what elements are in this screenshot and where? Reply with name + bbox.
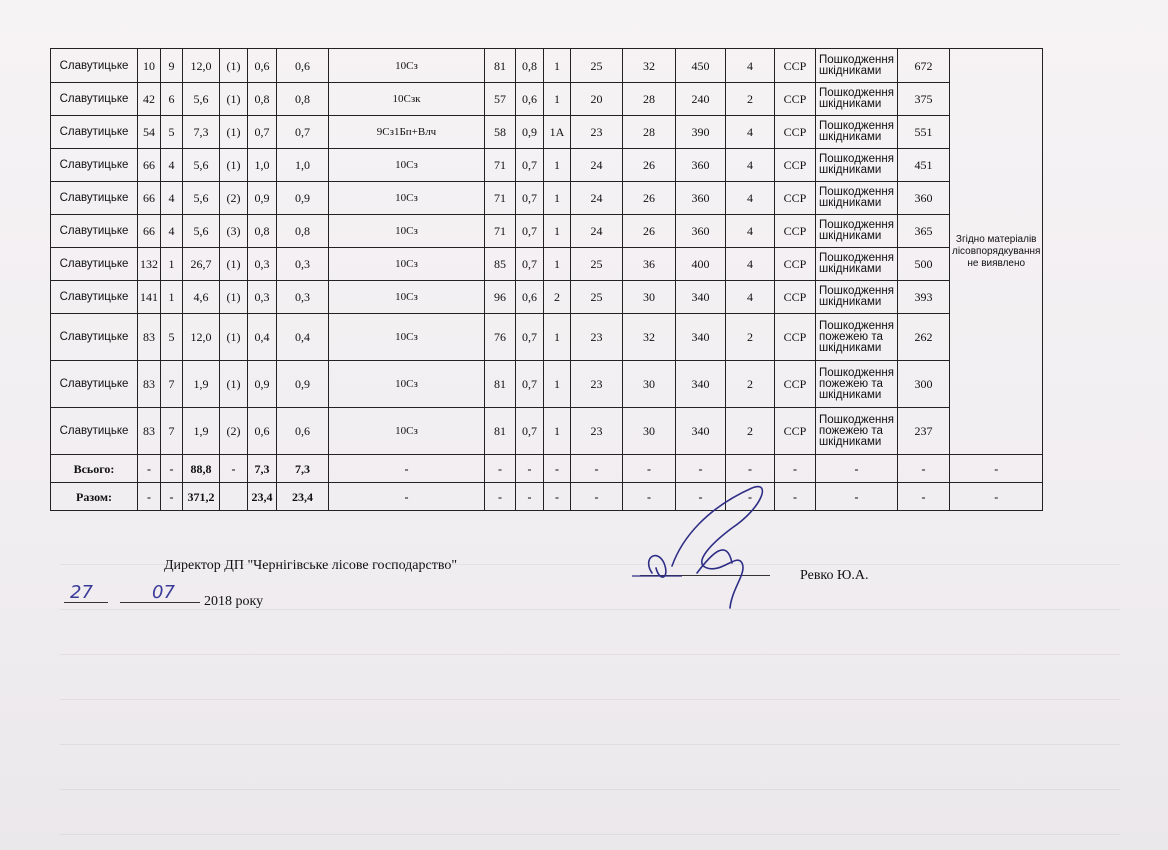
cell-h: 25 — [571, 248, 623, 281]
cell-kv: 54 — [138, 116, 161, 149]
cell-sub: (1) — [220, 49, 248, 83]
cell-dash: - — [816, 455, 898, 483]
cell-name: Славутицьке — [51, 116, 138, 149]
cell-type: ССР — [775, 182, 816, 215]
cell-a2: 0,6 — [277, 408, 329, 455]
cell-bon: 1 — [544, 182, 571, 215]
cell-d: 30 — [623, 361, 676, 408]
cell-a2: 0,3 — [277, 248, 329, 281]
cell-dens: 0,7 — [516, 361, 544, 408]
cell-name: Славутицьке — [51, 361, 138, 408]
signer-name: Ревко Ю.А. — [800, 568, 869, 583]
cell-vol: 300 — [898, 361, 950, 408]
cell-vyd: 5 — [161, 314, 183, 361]
cell-bon: 1 — [544, 83, 571, 116]
cell-stock: 340 — [676, 314, 726, 361]
cell-d: 32 — [623, 49, 676, 83]
cell-stock: 450 — [676, 49, 726, 83]
cell-comp: 9Сз1Бп+Влч — [329, 116, 485, 149]
cell-vol: 672 — [898, 49, 950, 83]
cell-age: 81 — [485, 361, 516, 408]
cell-area: 88,8 — [183, 455, 220, 483]
cell-sub: (1) — [220, 248, 248, 281]
cell-cat: 4 — [726, 281, 775, 314]
grand-row — [51, 483, 1043, 511]
cell-kv: 66 — [138, 149, 161, 182]
cell-type: ССР — [775, 361, 816, 408]
cell-a1: 0,9 — [248, 361, 277, 408]
cell-h: 24 — [571, 182, 623, 215]
cell-reason: Пошкодження шкідниками — [816, 49, 898, 83]
cell-sub: (1) — [220, 149, 248, 182]
cell-dash: - — [816, 483, 898, 511]
cell-dash: - — [516, 483, 544, 511]
cell-a1: 0,3 — [248, 281, 277, 314]
cell-name: Славутицьке — [51, 215, 138, 248]
cell-dens: 0,6 — [516, 83, 544, 116]
cell-area: 1,9 — [183, 408, 220, 455]
cell-a2: 0,7 — [277, 116, 329, 149]
cell-kv: 141 — [138, 281, 161, 314]
cell-area: 5,6 — [183, 83, 220, 116]
cell-bon: 1 — [544, 248, 571, 281]
cell-age: 57 — [485, 83, 516, 116]
cell-type: ССР — [775, 281, 816, 314]
cell-type: ССР — [775, 215, 816, 248]
cell-bon: 1 — [544, 149, 571, 182]
cell-cat: 4 — [726, 116, 775, 149]
cell-dash: - — [726, 455, 775, 483]
cell-vol: 551 — [898, 116, 950, 149]
cell-sub: (3) — [220, 215, 248, 248]
cell-vol: 360 — [898, 182, 950, 215]
cell-sub: (1) — [220, 361, 248, 408]
cell-dens: 0,9 — [516, 116, 544, 149]
cell-d: 36 — [623, 248, 676, 281]
cell-comp: 10Сз — [329, 49, 485, 83]
cell-vyd: 6 — [161, 83, 183, 116]
cell-dash: - — [571, 455, 623, 483]
cell-stock: 360 — [676, 182, 726, 215]
cell-name: Славутицьке — [51, 248, 138, 281]
table-row — [51, 182, 1043, 215]
cell-area: 12,0 — [183, 314, 220, 361]
cell-vol: 237 — [898, 408, 950, 455]
cell-cat: 4 — [726, 182, 775, 215]
cell-reason: Пошкодження пожежею та шкідниками — [816, 314, 898, 361]
cell-a1: 0,9 — [248, 182, 277, 215]
cell-label: Разом: — [51, 483, 138, 511]
cell-reason: Пошкодження шкідниками — [816, 182, 898, 215]
cell-stock: 360 — [676, 215, 726, 248]
cell-dens: 0,7 — [516, 408, 544, 455]
cell-comp: 10Сз — [329, 361, 485, 408]
cell-d: 26 — [623, 149, 676, 182]
cell-area: 26,7 — [183, 248, 220, 281]
cell-vol: 365 — [898, 215, 950, 248]
table-row — [51, 248, 1043, 281]
cell-bon: 1 — [544, 361, 571, 408]
table-row — [51, 314, 1043, 361]
cell-type: ССР — [775, 149, 816, 182]
cell-cat: 4 — [726, 215, 775, 248]
cell-kv: 83 — [138, 314, 161, 361]
cell-reason: Пошкодження шкідниками — [816, 116, 898, 149]
cell-comp: 10Сз — [329, 408, 485, 455]
table-row — [51, 361, 1043, 408]
cell-reason: Пошкодження пожежею та шкідниками — [816, 361, 898, 408]
cell-vyd: 7 — [161, 361, 183, 408]
cell-reason: Пошкодження пожежею та шкідниками — [816, 408, 898, 455]
table-row — [51, 215, 1043, 248]
cell-reason: Пошкодження шкідниками — [816, 83, 898, 116]
cell-vyd: 5 — [161, 116, 183, 149]
cell-h: 20 — [571, 83, 623, 116]
cell-stock: 340 — [676, 281, 726, 314]
cell-h: 23 — [571, 116, 623, 149]
cell-dash: - — [544, 483, 571, 511]
cell-kv: 83 — [138, 408, 161, 455]
cell-stock: 240 — [676, 83, 726, 116]
cell-a1: 0,8 — [248, 83, 277, 116]
cell-name: Славутицьке — [51, 49, 138, 83]
cell-area: 12,0 — [183, 49, 220, 83]
cell-dens: 0,7 — [516, 215, 544, 248]
cell-label: Всього: — [51, 455, 138, 483]
cell-a2: 23,4 — [277, 483, 329, 511]
cell-kv: 42 — [138, 83, 161, 116]
cell-d: 32 — [623, 314, 676, 361]
cell-bon: 1 — [544, 215, 571, 248]
date-month: 07 — [152, 582, 175, 603]
cell-reason: Пошкодження шкідниками — [816, 149, 898, 182]
cell-vyd: 1 — [161, 248, 183, 281]
cell-name: Славутицьке — [51, 314, 138, 361]
cell-dash: - — [485, 455, 516, 483]
cell-a2: 0,4 — [277, 314, 329, 361]
cell-reason: Пошкодження шкідниками — [816, 281, 898, 314]
cell-type: ССР — [775, 116, 816, 149]
date-year: 2018 року — [204, 594, 264, 609]
cell-a1: 0,6 — [248, 408, 277, 455]
cell-vol: 393 — [898, 281, 950, 314]
cell-dens: 0,8 — [516, 49, 544, 83]
cell-vol: 500 — [898, 248, 950, 281]
cell-vol: 375 — [898, 83, 950, 116]
remarks-cell: Згідно матеріалів лісовпорядкування не виявлено — [950, 49, 1043, 455]
cell-name: Славутицьке — [51, 149, 138, 182]
cell-dash: - — [623, 455, 676, 483]
table-row — [51, 149, 1043, 182]
cell-a2: 0,9 — [277, 182, 329, 215]
table-row — [51, 49, 1043, 83]
handwritten-signature — [612, 468, 792, 618]
table-row — [51, 408, 1043, 455]
cell-stock: 360 — [676, 149, 726, 182]
cell-area: 1,9 — [183, 361, 220, 408]
cell-type: ССР — [775, 83, 816, 116]
cell-vol: 262 — [898, 314, 950, 361]
forest-data-table — [50, 48, 1043, 511]
cell-h: 23 — [571, 361, 623, 408]
cell-vyd: - — [161, 483, 183, 511]
date-day: 27 — [70, 582, 93, 603]
cell-vyd: 7 — [161, 408, 183, 455]
cell-a2: 0,6 — [277, 49, 329, 83]
cell-type: ССР — [775, 314, 816, 361]
cell-a1: 0,8 — [248, 215, 277, 248]
cell-kv: 66 — [138, 215, 161, 248]
cell-vyd: 9 — [161, 49, 183, 83]
table-row — [51, 281, 1043, 314]
cell-age: 81 — [485, 408, 516, 455]
cell-dash: - — [623, 483, 676, 511]
cell-sub: (1) — [220, 83, 248, 116]
cell-dash: - — [775, 483, 816, 511]
cell-kv: 10 — [138, 49, 161, 83]
cell-vol: 451 — [898, 149, 950, 182]
cell-h: 23 — [571, 408, 623, 455]
cell-cat: 2 — [726, 361, 775, 408]
cell-bon: 1А — [544, 116, 571, 149]
cell-h: 24 — [571, 149, 623, 182]
cell-cat: 2 — [726, 408, 775, 455]
cell-area: 371,2 — [183, 483, 220, 511]
director-title: Директор ДП "Чернігівське лісове господарство" — [164, 558, 458, 573]
cell-a1: 7,3 — [248, 455, 277, 483]
cell-cat: 2 — [726, 83, 775, 116]
cell-comp: 10Сз — [329, 248, 485, 281]
cell-reason: Пошкодження шкідниками — [816, 248, 898, 281]
cell-comp: 10Сз — [329, 215, 485, 248]
cell-dash: - — [329, 483, 485, 511]
cell-a2: 0,8 — [277, 215, 329, 248]
cell-bon: 2 — [544, 281, 571, 314]
cell-type: ССР — [775, 248, 816, 281]
cell-dash: - — [676, 483, 726, 511]
cell-sub — [220, 483, 248, 511]
cell-sub: (2) — [220, 408, 248, 455]
cell-bon: 1 — [544, 314, 571, 361]
cell-kv: 66 — [138, 182, 161, 215]
cell-sub: (1) — [220, 116, 248, 149]
cell-dash: - — [898, 455, 950, 483]
cell-area: 7,3 — [183, 116, 220, 149]
cell-dash: - — [485, 483, 516, 511]
cell-a1: 0,3 — [248, 248, 277, 281]
cell-dash: - — [950, 483, 1043, 511]
cell-name: Славутицьке — [51, 182, 138, 215]
cell-stock: 390 — [676, 116, 726, 149]
cell-dash: - — [571, 483, 623, 511]
cell-age: 85 — [485, 248, 516, 281]
cell-dash: - — [726, 483, 775, 511]
cell-name: Славутицьке — [51, 83, 138, 116]
cell-kv: 83 — [138, 361, 161, 408]
cell-dash: - — [544, 455, 571, 483]
cell-dens: 0,6 — [516, 281, 544, 314]
cell-dash: - — [898, 483, 950, 511]
cell-h: 25 — [571, 281, 623, 314]
cell-a2: 0,3 — [277, 281, 329, 314]
cell-name: Славутицьке — [51, 408, 138, 455]
cell-comp: 10Сз — [329, 314, 485, 361]
cell-dens: 0,7 — [516, 314, 544, 361]
cell-a2: 7,3 — [277, 455, 329, 483]
cell-a2: 0,9 — [277, 361, 329, 408]
cell-area: 5,6 — [183, 149, 220, 182]
cell-vyd: 4 — [161, 149, 183, 182]
cell-cat: 4 — [726, 149, 775, 182]
cell-sub: (2) — [220, 182, 248, 215]
cell-age: 71 — [485, 215, 516, 248]
cell-kv: 132 — [138, 248, 161, 281]
cell-dash: - — [516, 455, 544, 483]
cell-age: 58 — [485, 116, 516, 149]
cell-area: 5,6 — [183, 182, 220, 215]
cell-d: 26 — [623, 215, 676, 248]
cell-d: 28 — [623, 116, 676, 149]
cell-stock: 340 — [676, 361, 726, 408]
cell-type: ССР — [775, 408, 816, 455]
cell-sub: (1) — [220, 281, 248, 314]
cell-a1: 0,4 — [248, 314, 277, 361]
cell-age: 76 — [485, 314, 516, 361]
total-row — [51, 455, 1043, 483]
cell-bon: 1 — [544, 49, 571, 83]
cell-vyd: 1 — [161, 281, 183, 314]
cell-a2: 1,0 — [277, 149, 329, 182]
cell-bon: 1 — [544, 408, 571, 455]
table-row — [51, 83, 1043, 116]
cell-dens: 0,7 — [516, 182, 544, 215]
cell-dens: 0,7 — [516, 248, 544, 281]
cell-h: 25 — [571, 49, 623, 83]
cell-d: 30 — [623, 408, 676, 455]
cell-d: 30 — [623, 281, 676, 314]
cell-sub: (1) — [220, 314, 248, 361]
cell-dash: - — [950, 455, 1043, 483]
cell-sub: - — [220, 455, 248, 483]
cell-vyd: 4 — [161, 215, 183, 248]
cell-a1: 0,7 — [248, 116, 277, 149]
cell-vyd: 4 — [161, 182, 183, 215]
cell-vyd: - — [161, 455, 183, 483]
cell-dash: - — [775, 455, 816, 483]
cell-d: 28 — [623, 83, 676, 116]
cell-comp: 10Сзк — [329, 83, 485, 116]
cell-area: 4,6 — [183, 281, 220, 314]
cell-cat: 2 — [726, 314, 775, 361]
cell-type: ССР — [775, 49, 816, 83]
cell-age: 81 — [485, 49, 516, 83]
cell-age: 71 — [485, 149, 516, 182]
cell-kv: - — [138, 455, 161, 483]
cell-a1: 1,0 — [248, 149, 277, 182]
table-row — [51, 116, 1043, 149]
cell-dash: - — [676, 455, 726, 483]
cell-stock: 400 — [676, 248, 726, 281]
cell-age: 96 — [485, 281, 516, 314]
cell-d: 26 — [623, 182, 676, 215]
cell-stock: 340 — [676, 408, 726, 455]
cell-a2: 0,8 — [277, 83, 329, 116]
cell-age: 71 — [485, 182, 516, 215]
cell-a1: 0,6 — [248, 49, 277, 83]
cell-dash: - — [329, 455, 485, 483]
cell-h: 23 — [571, 314, 623, 361]
cell-comp: 10Сз — [329, 149, 485, 182]
cell-kv: - — [138, 483, 161, 511]
cell-cat: 4 — [726, 49, 775, 83]
cell-comp: 10Сз — [329, 281, 485, 314]
cell-h: 24 — [571, 215, 623, 248]
cell-dens: 0,7 — [516, 149, 544, 182]
cell-a1: 23,4 — [248, 483, 277, 511]
cell-reason: Пошкодження шкідниками — [816, 215, 898, 248]
cell-area: 5,6 — [183, 215, 220, 248]
cell-comp: 10Сз — [329, 182, 485, 215]
cell-name: Славутицьке — [51, 281, 138, 314]
cell-cat: 4 — [726, 248, 775, 281]
